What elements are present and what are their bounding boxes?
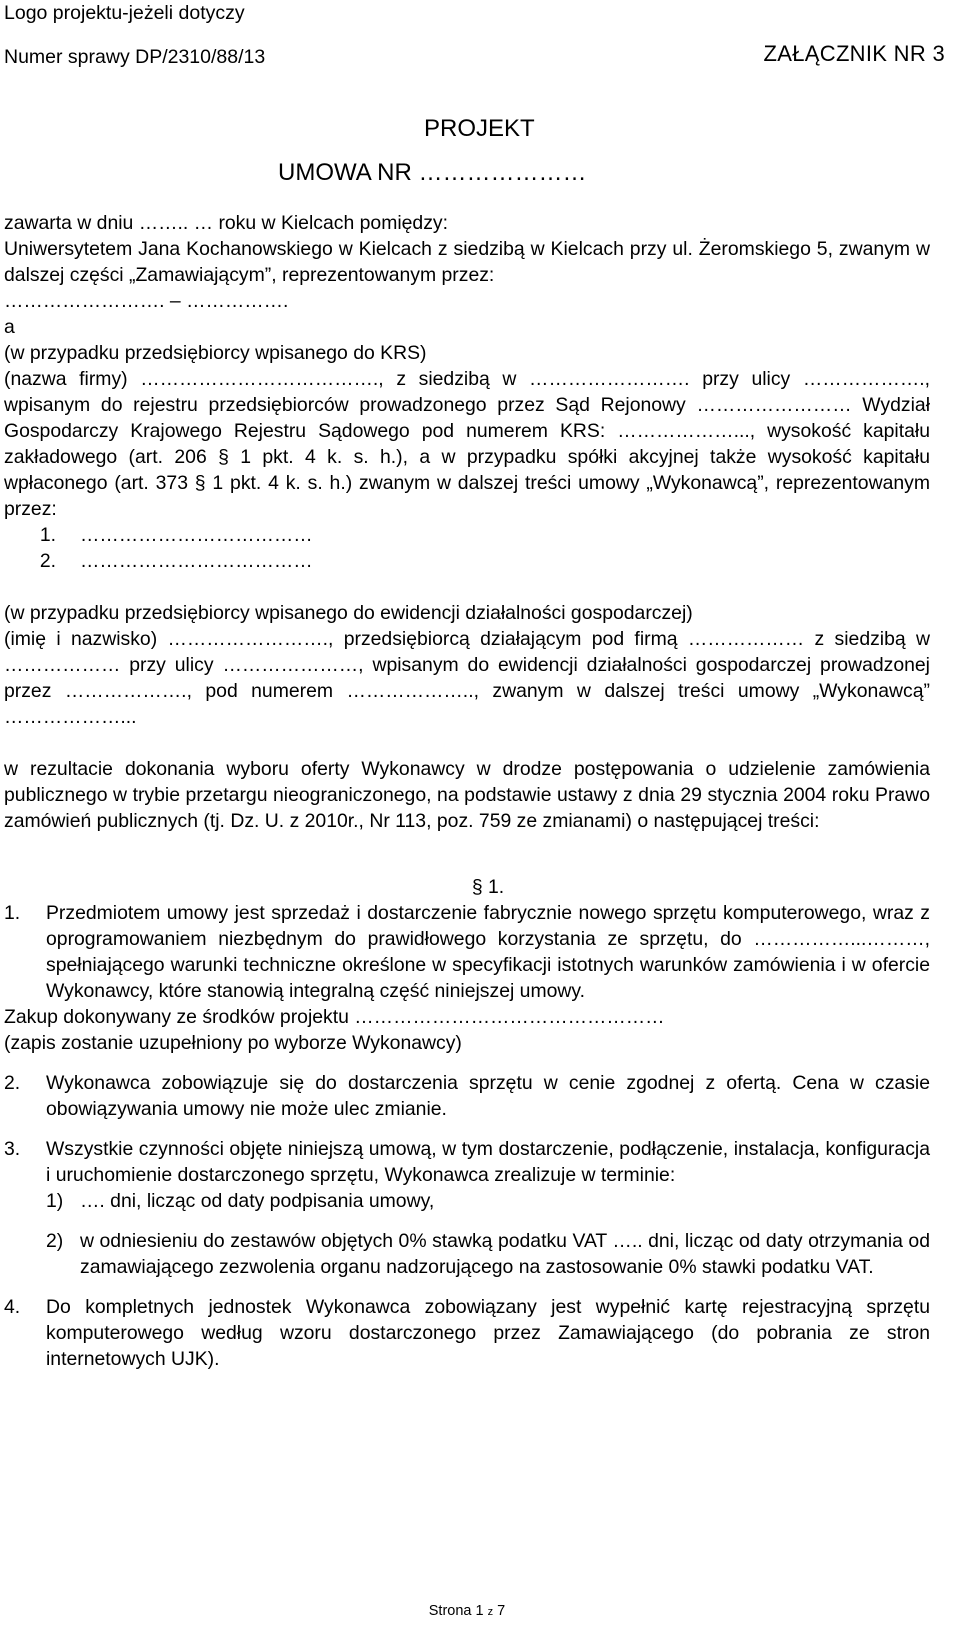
item-text: Wszystkie czynności objęte niniejszą umową, w tym dostarczenie, podłączenie, instalacja, konfiguracja i uruchomienie dostarczonego sprzętu, Wykonawca zrealizuje w terminie: (46, 1138, 930, 1186)
annex-label: ZAŁĄCZNIK NR 3 (763, 41, 945, 66)
representative-placeholder: ……………………………… (80, 524, 313, 546)
list-number: 3. (4, 1138, 21, 1160)
document-body (4, 210, 930, 1372)
ceidg-contractor-text: (imię i nazwisko) ……………………., przedsiębiorcą działającym pod firmą ……………… z siedzibą w ……………… przy ulicy …………………, wpisanym do ewidencji działalności gospodarczej prowadzonej przez ………………., pod numerem ……………….., zwanym w dalszej treści umowy „Wykonawcą” ………………... (4, 628, 930, 728)
document-page (4, 0, 945, 1626)
spacer (4, 1280, 930, 1294)
krs-representative-2 (4, 548, 930, 574)
purchase-source: Zakup dokonywany ze środków projektu ………………………………………… (4, 1006, 665, 1028)
sublist-number: 2) (46, 1230, 64, 1252)
contract-title: UMOWA NR ………………… (278, 159, 587, 186)
intro-date-line: zawarta w dniu …….. … roku w Kielcach pomiędzy: (4, 212, 448, 234)
total-pages: 7 (497, 1603, 506, 1619)
university-representatives: ……………………. – ……………. (4, 290, 289, 312)
result-paragraph: w rezultacie dokonania wyboru oferty Wykonawcy w drodze postępowania o udzielenie zamówienia publicznego w trybie przetargu nieograniczonego, na podstawie ustawy z dnia 29 stycznia 2004 roku Prawo zamówień publicznych (tj. Dz. U. z 2010r., Nr 113, poz. 759 ze zmianami) o następującej treści: (4, 758, 930, 832)
section-1-item-3-sub-1 (46, 1188, 930, 1214)
section-1-item-4 (4, 1294, 930, 1372)
spacer (4, 1214, 930, 1228)
spacer (4, 730, 930, 756)
spacer (4, 860, 930, 874)
section-1-item-1 (4, 900, 930, 1004)
section-1-item-3 (4, 1136, 930, 1188)
list-number: 1. (4, 902, 21, 924)
krs-contractor-text: (nazwa firmy) ………………………………., z siedzibą w ……………………. przy ulicy ………………., wpisanym do rejestru przedsiębiorców prowadzonego przez Sąd Rejonowy …………………… Wydział Gospodarczy Krajowego Rejestru Sądowego pod numerem KRS: ………………..., wysokość kapitału zakładowego (art. 206 § 1 pkt. 4 k. s. h.), a w przypadku spółki akcyjnej także wysokość kapitału wpłaconego (art. 373 § 1 pkt. 4 k. s. h.) zwanym w dalszej treści umowy „Wykonawcą”, reprezentowanym przez: (4, 368, 930, 520)
conjunction-and: a (4, 316, 15, 338)
spacer (4, 1122, 930, 1136)
page-footer (4, 1598, 930, 1625)
subitem-text: w odniesieniu do zestawów objętych 0% stawką podatku VAT ….. dni, licząc od daty otrzymania od zamawiającego zezwolenia organu nadzorującego na zastosowanie 0% stawki podatku VAT. (80, 1230, 930, 1278)
draft-title: PROJEKT (424, 115, 535, 142)
subitem-text: …. dni, licząc od daty podpisania umowy, (80, 1190, 435, 1212)
section-1-item-3-sub-2 (46, 1228, 930, 1280)
spacer (4, 1056, 930, 1070)
university-party: Uniwersytetem Jana Kochanowskiego w Kielcach z siedzibą w Kielcach przy ul. Żeromskiego 5, zwanym w dalszej części „Zamawiającym”, reprezentowanym przez: (4, 238, 930, 286)
item-text: Do kompletnych jednostek Wykonawca zobowiązany jest wypełnić kartę rejestracyjną sprzętu komputerowego według wzoru dostarczonego przez Zamawiającego (do pobrania ze stron internetowych UJK). (46, 1296, 930, 1370)
section-1-item-2 (4, 1070, 930, 1122)
purchase-note: (zapis zostanie uzupełniony po wyborze Wykonawcy) (4, 1032, 462, 1054)
item-text: Przedmiotem umowy jest sprzedaż i dostarczenie fabrycznie nowego sprzętu komputerowego, wraz z oprogramowaniem niezbędnym do prawidłowego korzystania ze sprzętu, do ……………...………, spełniającego warunki techniczne określone w specyfikacji istotnych warunków zamówienia i w ofercie Wykonawcy, które stanowią integralną część niniejszej umowy. (46, 902, 930, 1002)
krs-heading: (w przypadku przedsiębiorcy wpisanego do KRS) (4, 342, 427, 364)
page-of: z (487, 1606, 494, 1618)
list-number: 2. (4, 1072, 21, 1094)
list-number: 2. (39, 550, 56, 572)
spacer (4, 834, 930, 860)
item-text: Wykonawca zobowiązuje się do dostarczenia sprzętu w cenie zgodnej z ofertą. Cena w czasie obowiązywania umowy nie może ulec zmianie. (46, 1072, 930, 1120)
section-1-heading: § 1. (471, 876, 505, 898)
logo-placeholder-text: Logo projektu-jeżeli dotyczy (4, 2, 245, 24)
krs-representative-1 (4, 522, 930, 548)
current-page: 1 (475, 1603, 484, 1619)
list-number: 4. (4, 1296, 21, 1318)
sublist-number: 1) (46, 1190, 64, 1212)
page-label: Strona (428, 1603, 472, 1619)
case-number: Numer sprawy DP/2310/88/13 (4, 46, 266, 68)
list-number: 1. (39, 524, 56, 546)
spacer (4, 574, 930, 600)
ceidg-heading: (w przypadku przedsiębiorcy wpisanego do ewidencji działalności gospodarczej) (4, 602, 693, 624)
representative-placeholder: ……………………………… (80, 550, 313, 572)
